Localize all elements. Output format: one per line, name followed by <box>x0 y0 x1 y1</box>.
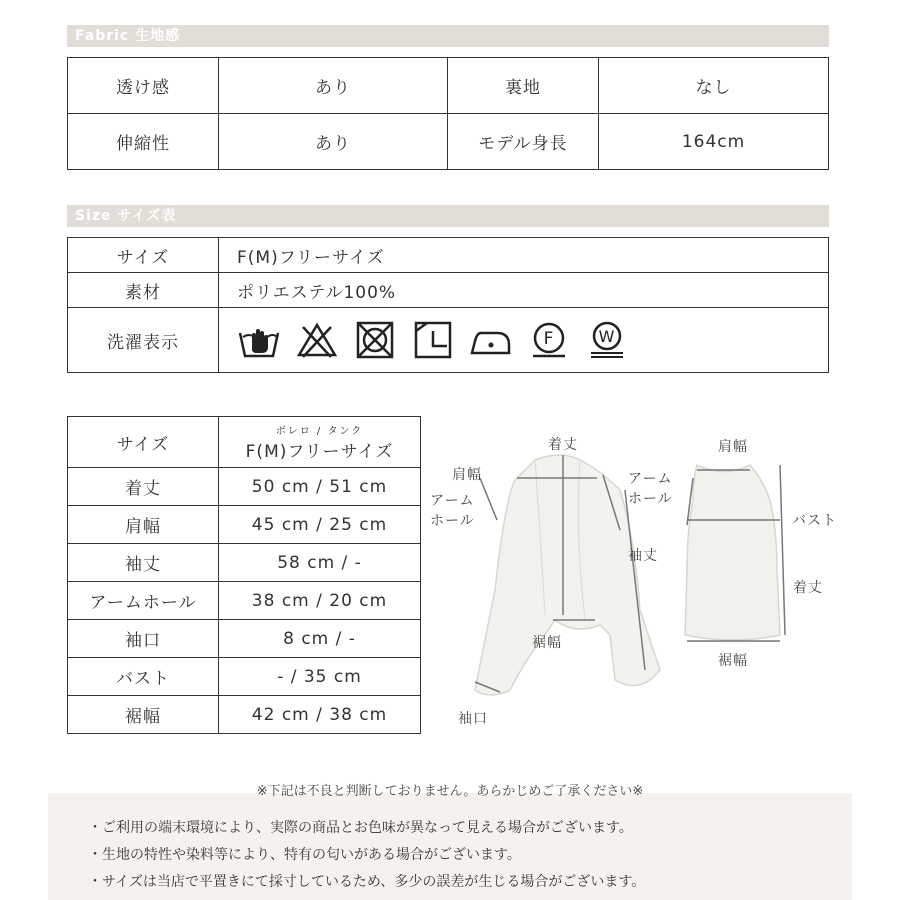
table-row <box>68 506 421 544</box>
svg-text:F: F <box>543 329 555 349</box>
bolero-armhole-label-2: ホール <box>430 513 475 529</box>
tank-length-label: 着丈 <box>793 580 823 596</box>
table-row <box>68 620 421 658</box>
size-info-table <box>67 237 829 373</box>
table-row <box>68 658 421 696</box>
row-label: バスト <box>68 658 219 696</box>
row-value: 42 cm / 38 cm <box>219 696 421 734</box>
bolero-shoulder-label: 肩幅 <box>452 467 482 483</box>
row-label: アームホール <box>68 582 219 620</box>
bolero-armhole-label-1: アーム <box>430 493 475 509</box>
notice-item: ・サイズは当店で平置きにて採寸しているため、多少の誤差が生じる場合がございます。 <box>88 874 646 890</box>
stretch-value: あり <box>219 114 448 170</box>
tank-armhole-label-1: アーム <box>628 471 673 487</box>
bolero-cuff-label: 袖口 <box>458 711 488 727</box>
tank-shoulder-label: 肩幅 <box>718 439 748 455</box>
care-label: 洗濯表示 <box>68 308 219 373</box>
dry-clean-f-icon <box>527 321 571 359</box>
notice-item: ・生地の特性や染料等により、特有の匂いがある場合がございます。 <box>88 847 521 863</box>
wet-clean-w-icon <box>585 321 629 359</box>
tank-hem-label: 裾幅 <box>718 653 748 669</box>
low-iron-icon <box>469 321 513 359</box>
tank-illustration <box>685 465 780 640</box>
table-row <box>68 582 421 620</box>
material-label: 素材 <box>68 273 219 308</box>
row-value: 45 cm / 25 cm <box>219 506 421 544</box>
bolero-length-label: 着丈 <box>548 437 578 453</box>
table-row <box>68 468 421 506</box>
notice-box <box>48 793 852 900</box>
size-section-header: Size サイズ表 <box>67 205 829 227</box>
row-value: 50 cm / 51 cm <box>219 468 421 506</box>
row-label: 着丈 <box>68 468 219 506</box>
bolero-hem-label: 裾幅 <box>532 635 562 651</box>
stretch-label: 伸縮性 <box>68 114 219 170</box>
material-value: ポリエステル100% <box>219 273 829 308</box>
meas-header-value <box>219 417 421 468</box>
row-value: 8 cm / - <box>219 620 421 658</box>
row-label: 肩幅 <box>68 506 219 544</box>
hand-wash-icon <box>237 321 281 359</box>
meas-header-label: サイズ <box>68 417 219 468</box>
care-icons-cell <box>219 308 829 373</box>
notice-title: ※下記は不良と判断しておりません。あらかじめご了承ください※ <box>256 784 644 799</box>
row-value: - / 35 cm <box>219 658 421 696</box>
svg-text:W: W <box>598 327 616 346</box>
meas-header-sub: ボレロ / タンク <box>275 426 364 437</box>
tank-armhole-label-2: ホール <box>628 491 673 507</box>
size-value: F(M)フリーサイズ <box>219 238 829 273</box>
sheer-value: あり <box>219 58 448 114</box>
notice-item: ・ご利用の端末環境により、実際の商品とお色味が異なって見える場合がございます。 <box>88 820 633 836</box>
model-height-label: モデル身長 <box>448 114 599 170</box>
meas-header-size: F(M)フリーサイズ <box>245 442 394 462</box>
fabric-section-header: Fabric 生地感 <box>67 25 829 47</box>
table-row <box>68 544 421 582</box>
lining-value: なし <box>599 58 829 114</box>
model-height-value: 164cm <box>599 114 829 170</box>
line-dry-icon <box>411 321 455 359</box>
no-bleach-icon <box>295 321 339 359</box>
sheer-label: 透け感 <box>68 58 219 114</box>
fabric-table <box>67 57 829 170</box>
lining-label: 裏地 <box>448 58 599 114</box>
no-tumble-dry-icon <box>353 321 397 359</box>
row-value: 58 cm / - <box>219 544 421 582</box>
tank-bust-label: バスト <box>792 513 837 529</box>
table-row <box>68 696 421 734</box>
row-label: 袖丈 <box>68 544 219 582</box>
size-label: サイズ <box>68 238 219 273</box>
row-label: 裾幅 <box>68 696 219 734</box>
measurement-table <box>67 416 421 734</box>
row-label: 袖口 <box>68 620 219 658</box>
bolero-sleeve-label: 袖丈 <box>628 548 658 564</box>
row-value: 38 cm / 20 cm <box>219 582 421 620</box>
